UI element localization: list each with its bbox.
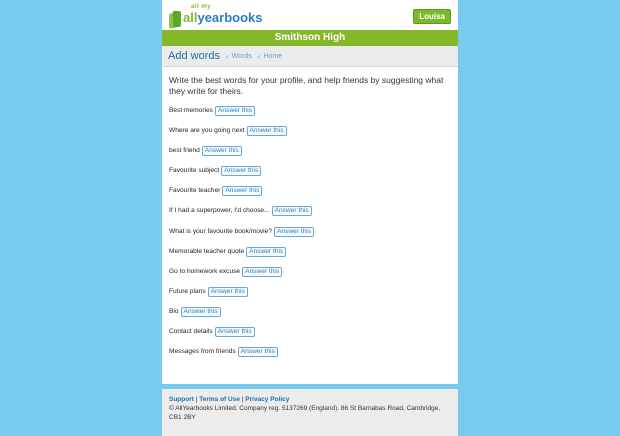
books-logo-icon bbox=[169, 9, 182, 29]
logo-tagline: all my bbox=[191, 4, 212, 10]
answer-this-button[interactable]: Answer this bbox=[181, 307, 221, 317]
question-label: What is your favourite book/movie? bbox=[169, 227, 272, 235]
page-container bbox=[162, 0, 458, 384]
footer-separator: | bbox=[241, 396, 244, 403]
answer-this-button[interactable]: Answer this bbox=[215, 106, 255, 116]
question-label: Messages from friends bbox=[169, 348, 236, 356]
question-label: Favourite teacher bbox=[169, 187, 221, 195]
breadcrumb-link-words[interactable]: Words bbox=[231, 52, 252, 60]
question-row bbox=[169, 227, 451, 247]
question-row bbox=[169, 247, 451, 267]
question-label: Favourite subject bbox=[169, 167, 220, 175]
breadcrumb bbox=[162, 46, 458, 67]
chevron-left-icon: ‹ bbox=[225, 51, 229, 61]
top-bar bbox=[162, 0, 458, 30]
logo-prefix: all bbox=[183, 10, 198, 25]
answer-this-button[interactable]: Answer this bbox=[242, 267, 282, 277]
intro-text: Write the best words for your profile, and help friends by suggesting what they write for theirs. bbox=[169, 75, 444, 96]
answer-this-button[interactable]: Answer this bbox=[221, 166, 261, 176]
question-row bbox=[169, 347, 451, 367]
logo-text bbox=[183, 11, 263, 29]
question-label: If I had a superpower, I'd choose... bbox=[169, 207, 270, 215]
footer-links bbox=[169, 395, 451, 404]
answer-this-button[interactable]: Answer this bbox=[222, 186, 262, 196]
main-content bbox=[162, 67, 458, 367]
question-label: Best memories bbox=[169, 107, 213, 114]
question-row bbox=[169, 307, 451, 327]
question-row bbox=[169, 146, 451, 166]
logo-name: yearbooks bbox=[197, 10, 263, 25]
question-row bbox=[169, 186, 451, 206]
chevron-left-icon: ‹ bbox=[257, 51, 261, 61]
question-row bbox=[169, 206, 451, 226]
question-row bbox=[169, 126, 451, 146]
question-label: best friend bbox=[169, 147, 200, 155]
question-row bbox=[169, 166, 451, 186]
page-title: Add words bbox=[168, 50, 220, 62]
footer bbox=[162, 389, 458, 436]
answer-this-button[interactable]: Answer this bbox=[202, 146, 242, 156]
answer-this-button[interactable]: Answer this bbox=[238, 347, 278, 357]
answer-this-button[interactable]: Answer this bbox=[272, 206, 312, 216]
question-label: Contact details bbox=[169, 328, 213, 336]
question-row bbox=[169, 267, 451, 287]
answer-this-button[interactable]: Answer this bbox=[208, 287, 248, 297]
question-label: Future plans bbox=[169, 287, 206, 295]
breadcrumb-link-home[interactable]: Home bbox=[263, 52, 283, 60]
footer-copyright: © AllYearbooks Limited. Company reg. 5137269 (England). 86 St Barnabas Road, Cambridge, CB1 2BY bbox=[169, 405, 441, 421]
question-label: Bio bbox=[169, 307, 179, 315]
answer-this-button[interactable]: Answer this bbox=[274, 227, 314, 237]
user-menu-button[interactable]: Louisa bbox=[413, 9, 451, 24]
answer-this-button[interactable]: Answer this bbox=[247, 126, 287, 136]
question-row bbox=[169, 106, 451, 126]
logo[interactable] bbox=[169, 3, 263, 29]
question-label: Memorable teacher quote bbox=[169, 247, 245, 255]
school-title: Smithson High bbox=[162, 30, 458, 46]
footer-link-privacy[interactable]: Privacy Policy bbox=[245, 396, 290, 403]
question-list bbox=[169, 106, 451, 367]
question-label: Where are you going next bbox=[169, 127, 245, 135]
question-label: Go to homework excuse bbox=[169, 267, 241, 275]
footer-separator: | bbox=[195, 396, 198, 403]
answer-this-button[interactable]: Answer this bbox=[246, 247, 286, 257]
footer-link-terms[interactable]: Terms of Use bbox=[199, 396, 240, 403]
footer-link-support[interactable]: Support bbox=[169, 396, 194, 403]
question-row bbox=[169, 327, 451, 347]
answer-this-button[interactable]: Answer this bbox=[215, 327, 255, 337]
question-row bbox=[169, 287, 451, 307]
